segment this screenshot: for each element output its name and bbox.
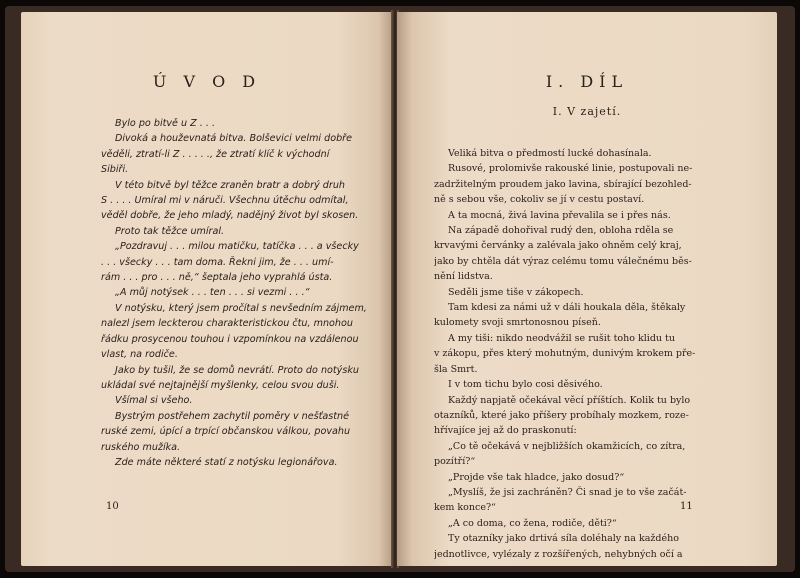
- right-page-text: [434, 146, 756, 562]
- right-page-number: 11: [680, 501, 693, 512]
- text-line: ně s sebou vše, cokoliv se jí v cestu postaví.: [434, 194, 645, 206]
- text-line: Proto tak těžce umíral.: [115, 225, 225, 237]
- text-line: S . . . . Umíral mi v náruči. Všechnu útěchu odmítal,: [101, 195, 349, 207]
- text-line: V notýsku, který jsem pročítal s nevšedním zájmem,: [115, 302, 367, 314]
- text-line: jako by chtěla dát výraz celému tomu válečnému běs-: [434, 255, 692, 267]
- text-line: Tam kdesi za námi už v dáli houkala děla, štěkaly: [448, 302, 686, 314]
- text-line: šla Smrt.: [434, 363, 478, 375]
- text-line: Zde máte některé statí z notýsku legionářova.: [115, 456, 338, 468]
- text-line: A my tiši: nikdo neodvážil se rušit toho klidu tu: [448, 332, 675, 344]
- left-page-heading: Ú V O D: [152, 72, 262, 91]
- left-page-number: 10: [106, 501, 119, 512]
- text-line: zadržitelným proudem jako lavina, sbírající bezohled-: [434, 178, 692, 190]
- text-line: věděl dobře, že jeho mladý, nadějný život byl skosen.: [101, 210, 359, 222]
- text-line: Seděli jsme tiše v zákopech.: [448, 286, 584, 298]
- text-line: ukládal své nejtajnější myšlenky, celou svou duši.: [101, 379, 340, 391]
- text-line: otazníků, které jako příšery probíhaly mozkem, roze-: [434, 409, 689, 421]
- text-line: V této bitvě byl těžce zraněn bratr a dobrý druh: [115, 179, 345, 191]
- text-line: nění lidstva.: [434, 271, 493, 283]
- text-line: Bystrým postřehem zachytil poměry v nešťastné: [115, 410, 350, 422]
- text-line: Rusové, prolomivše rakouské linie, postupovali ne-: [448, 163, 693, 175]
- text-line: vlast, na rodiče.: [101, 349, 178, 361]
- text-line: Ty otazníky jako drtivá síla doléhaly na každého: [448, 533, 679, 545]
- left-page-text: [101, 116, 367, 470]
- text-line: A ta mocná, živá lavina převalila se i přes nás.: [448, 209, 671, 221]
- text-line: řádku prosycenou touhou i vzpomínkou na vzdálenou: [101, 333, 359, 345]
- right-page: [397, 12, 777, 566]
- text-line: „Myslíš, že jsi zachráněn? Či snad je to vše začát-: [448, 486, 687, 498]
- text-line: Na západě dohořival rudý den, obloha rděla se: [448, 225, 674, 237]
- text-line: ruské zemi, úpící a trpící občanskou válkou, povahu: [101, 426, 351, 438]
- text-line: v zákopu, přes který mohutným, dunivým krokem pře-: [434, 348, 696, 360]
- text-line: pozítří?“: [434, 456, 476, 468]
- text-line: Divoká a houževnatá bitva. Bolševici velmi dobře: [115, 133, 353, 145]
- text-line: Jako by tušil, že se domů nevrátí. Proto do notýsku: [115, 364, 359, 376]
- text-line: Veliká bitva o předmostí lucké dohasínala.: [448, 148, 652, 159]
- text-line: jednotlivce, vylézaly z rozšířených, nehybných očí a: [434, 548, 683, 560]
- text-line: ruského mužíka.: [101, 441, 181, 453]
- text-line: Každý napjatě očekával věcí příštích. Kolik tu bylo: [448, 394, 691, 406]
- text-line: „Co tě očekává v nejbližších okamžicích, co zítra,: [448, 440, 686, 452]
- text-line: kem konce?“: [434, 502, 496, 514]
- text-line: Bylo po bitvě u Z . . .: [115, 118, 215, 129]
- text-line: „Projde vše tak hladce, jako dosud?“: [448, 471, 625, 483]
- right-page-subheading: I. V zajetí.: [552, 105, 622, 118]
- text-line: hřívajíce jej až do praskonutí:: [434, 425, 577, 437]
- text-line: nalezl jsem leckterou charakteristickou čtu, mnohou: [101, 318, 353, 330]
- text-line: „A co doma, co žena, rodiče, děti?“: [448, 517, 617, 529]
- text-line: I v tom tichu bylo cosi děsivého.: [448, 379, 603, 391]
- text-line: „A můj notýsek . . . ten . . . si vezmi . . .“: [115, 287, 310, 299]
- text-line: rám . . . pro . . . ně,“ šeptala jeho vyprahlá ústa.: [101, 272, 333, 284]
- text-line: . . . všecky . . . tam doma. Řekni jim, že . . . umí-: [101, 256, 334, 268]
- left-page: [21, 12, 393, 566]
- text-line: Všímal si všeho.: [115, 395, 193, 407]
- right-page-heading: I. DÍL: [545, 72, 629, 91]
- text-line: krvavými červánky a zalévala jako ohněm celý kraj,: [434, 240, 682, 252]
- text-line: Sibiři.: [101, 164, 129, 176]
- text-line: „Pozdravuj . . . milou matičku, tatíčka . . . a všecky: [115, 241, 359, 253]
- open-book: [5, 6, 795, 572]
- text-line: kulomety svoji smrtonosnou píseň.: [434, 317, 601, 329]
- text-line: věděli, ztratí-li Z . . . . ., že ztratí klíč k východní: [101, 148, 330, 160]
